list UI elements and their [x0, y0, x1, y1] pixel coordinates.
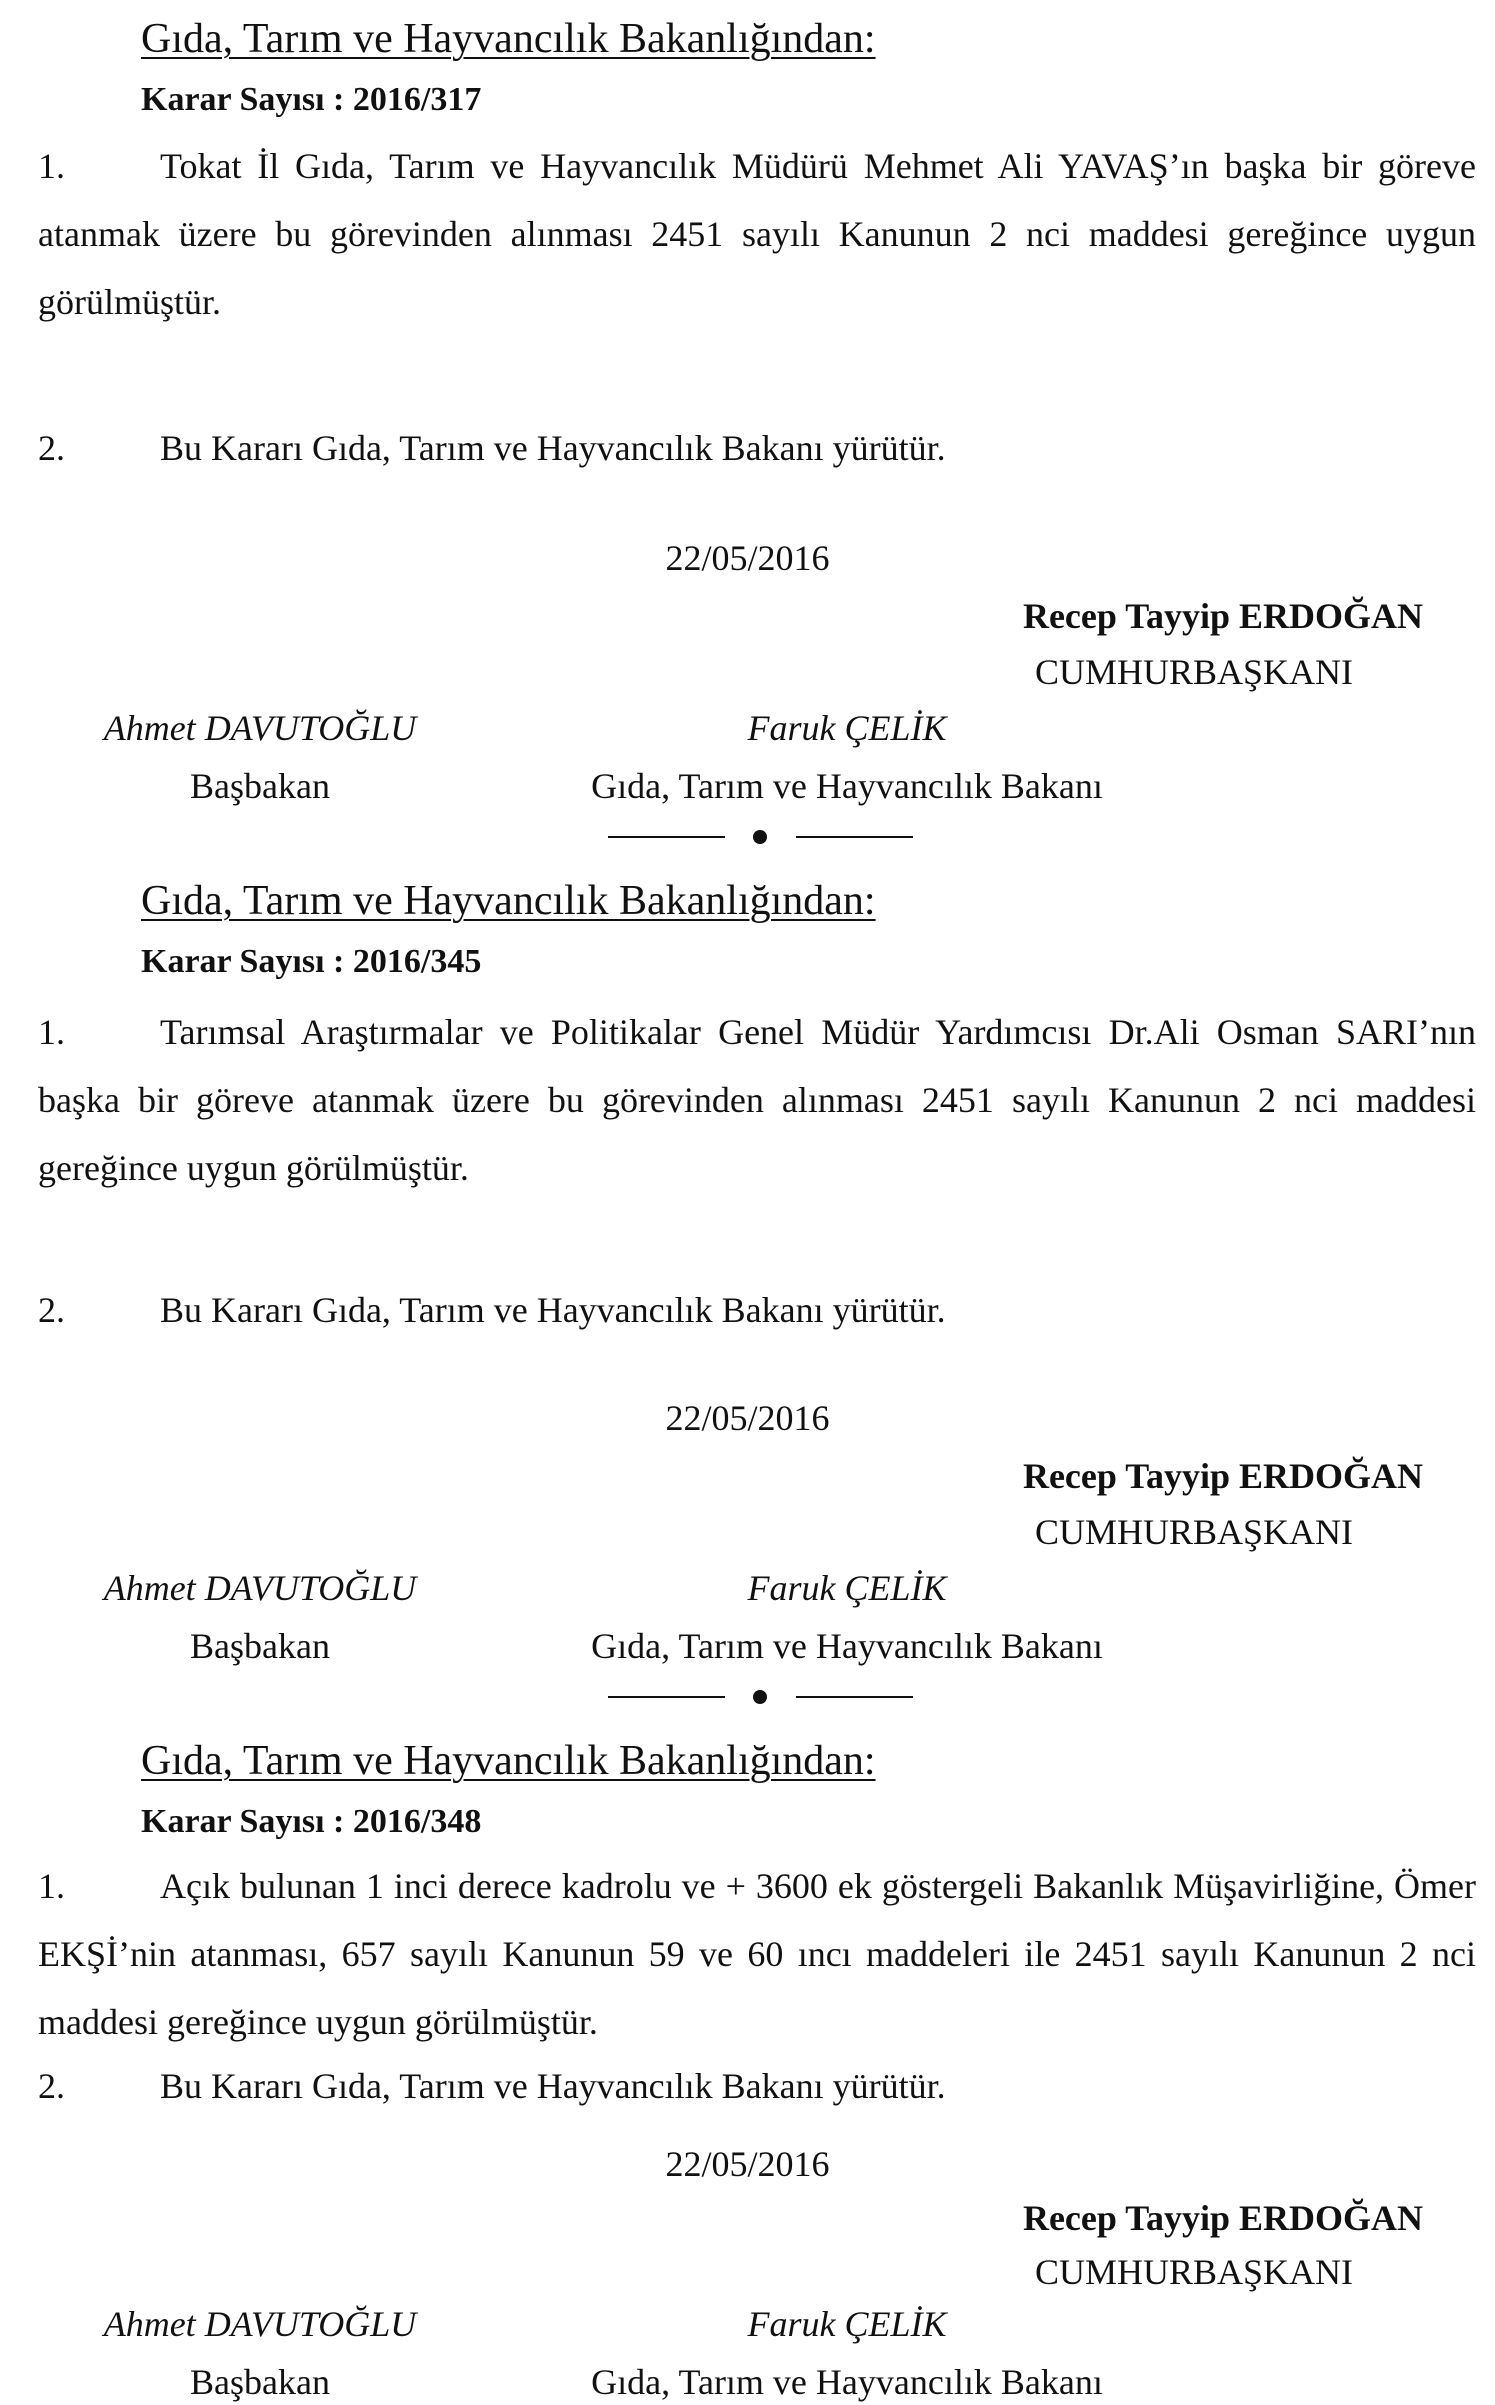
item-text: Bu Kararı Gıda, Tarım ve Hayvancılık Bakanı yürütür.	[160, 1290, 946, 1330]
section-separator	[608, 827, 913, 847]
signer-title: Başbakan	[190, 766, 330, 806]
signature-prime-minister	[85, 2302, 435, 2404]
signer-title: Gıda, Tarım ve Hayvancılık Bakanı	[591, 766, 1103, 806]
item-text: Bu Kararı Gıda, Tarım ve Hayvancılık Bakanı yürütür.	[160, 2066, 946, 2106]
signer-name: Ahmet DAVUTOĞLU	[103, 708, 417, 748]
signer-name: Faruk ÇELİK	[747, 2304, 947, 2344]
signer-title: Başbakan	[190, 1626, 330, 1666]
signer-title: Gıda, Tarım ve Hayvancılık Bakanı	[591, 1626, 1103, 1666]
decision-item-1	[38, 132, 1476, 336]
decision-item-1	[38, 998, 1476, 1202]
item-text: Tokat İl Gıda, Tarım ve Hayvancılık Müdürü Mehmet Ali YAVAŞ’ın başka bir göreve atanmak üzere bu görevinden alınması 2451 sayılı Kanunun 2 nci maddesi gereğince uygun görülmüştür.	[38, 146, 1476, 322]
separator-line	[796, 836, 913, 838]
ministry-heading: Gıda, Tarım ve Hayvancılık Bakanlığından:	[141, 1738, 876, 1784]
signer-name: Faruk ÇELİK	[747, 1568, 947, 1608]
separator-line	[608, 1696, 725, 1698]
signature-minister	[552, 706, 1142, 808]
signer-title: Başbakan	[190, 2362, 330, 2402]
separator-dot	[753, 830, 767, 844]
president-title: CUMHURBAŞKANI	[1035, 652, 1354, 692]
president-title: CUMHURBAŞKANI	[1035, 1512, 1354, 1552]
president-name: Recep Tayyip ERDOĞAN	[1022, 1456, 1423, 1496]
separator-dot	[753, 1690, 767, 1704]
decision-item-2	[38, 426, 946, 470]
item-number: 1.	[38, 1866, 65, 1906]
signature-prime-minister	[85, 1566, 435, 1668]
section-separator	[608, 1687, 913, 1707]
president-title: CUMHURBAŞKANI	[1035, 2252, 1354, 2292]
ministry-heading: Gıda, Tarım ve Hayvancılık Bakanlığından:	[141, 16, 876, 62]
item-number: 2.	[38, 1290, 65, 1330]
decision-number: Karar Sayısı : 2016/345	[141, 943, 482, 980]
signature-minister	[552, 1566, 1142, 1668]
decision-date: 22/05/2016	[665, 1398, 830, 1438]
signer-title: Gıda, Tarım ve Hayvancılık Bakanı	[591, 2362, 1103, 2402]
decision-date: 22/05/2016	[665, 2144, 830, 2184]
decision-item-2	[38, 1288, 946, 1332]
separator-line	[608, 836, 725, 838]
item-number: 1.	[38, 146, 65, 186]
decision-number: Karar Sayısı : 2016/317	[141, 81, 482, 118]
decision-number: Karar Sayısı : 2016/348	[141, 1803, 482, 1840]
item-text: Bu Kararı Gıda, Tarım ve Hayvancılık Bakanı yürütür.	[160, 428, 946, 468]
decision-item-1	[38, 1852, 1476, 2056]
item-number: 2.	[38, 2066, 65, 2106]
decision-item-2	[38, 2064, 946, 2108]
item-text: Açık bulunan 1 inci derece kadrolu ve + 3600 ek göstergeli Bakanlık Müşavirliğine, Ömer EKŞİ’nin atanması, 657 sayılı Kanunun 59 ve 60 ıncı maddeleri ile 2451 sayılı Kanunun 2 nci maddesi gereğince uygun görülmüştür.	[38, 1866, 1476, 2042]
decision-date: 22/05/2016	[665, 538, 830, 578]
ministry-heading: Gıda, Tarım ve Hayvancılık Bakanlığından:	[141, 878, 876, 924]
president-name: Recep Tayyip ERDOĞAN	[1022, 596, 1423, 636]
signer-name: Faruk ÇELİK	[747, 708, 947, 748]
president-name: Recep Tayyip ERDOĞAN	[1022, 2198, 1423, 2238]
signature-prime-minister	[85, 706, 435, 808]
signer-name: Ahmet DAVUTOĞLU	[103, 1568, 417, 1608]
signer-name: Ahmet DAVUTOĞLU	[103, 2304, 417, 2344]
signature-minister	[552, 2302, 1142, 2404]
item-number: 1.	[38, 1012, 65, 1052]
item-text: Tarımsal Araştırmalar ve Politikalar Genel Müdür Yardımcısı Dr.Ali Osman SARI’nın başka bir göreve atanmak üzere bu görevinden alınması 2451 sayılı Kanunun 2 nci maddesi gereğince uygun görülmüştür.	[38, 1012, 1476, 1188]
item-number: 2.	[38, 428, 65, 468]
separator-line	[796, 1696, 913, 1698]
